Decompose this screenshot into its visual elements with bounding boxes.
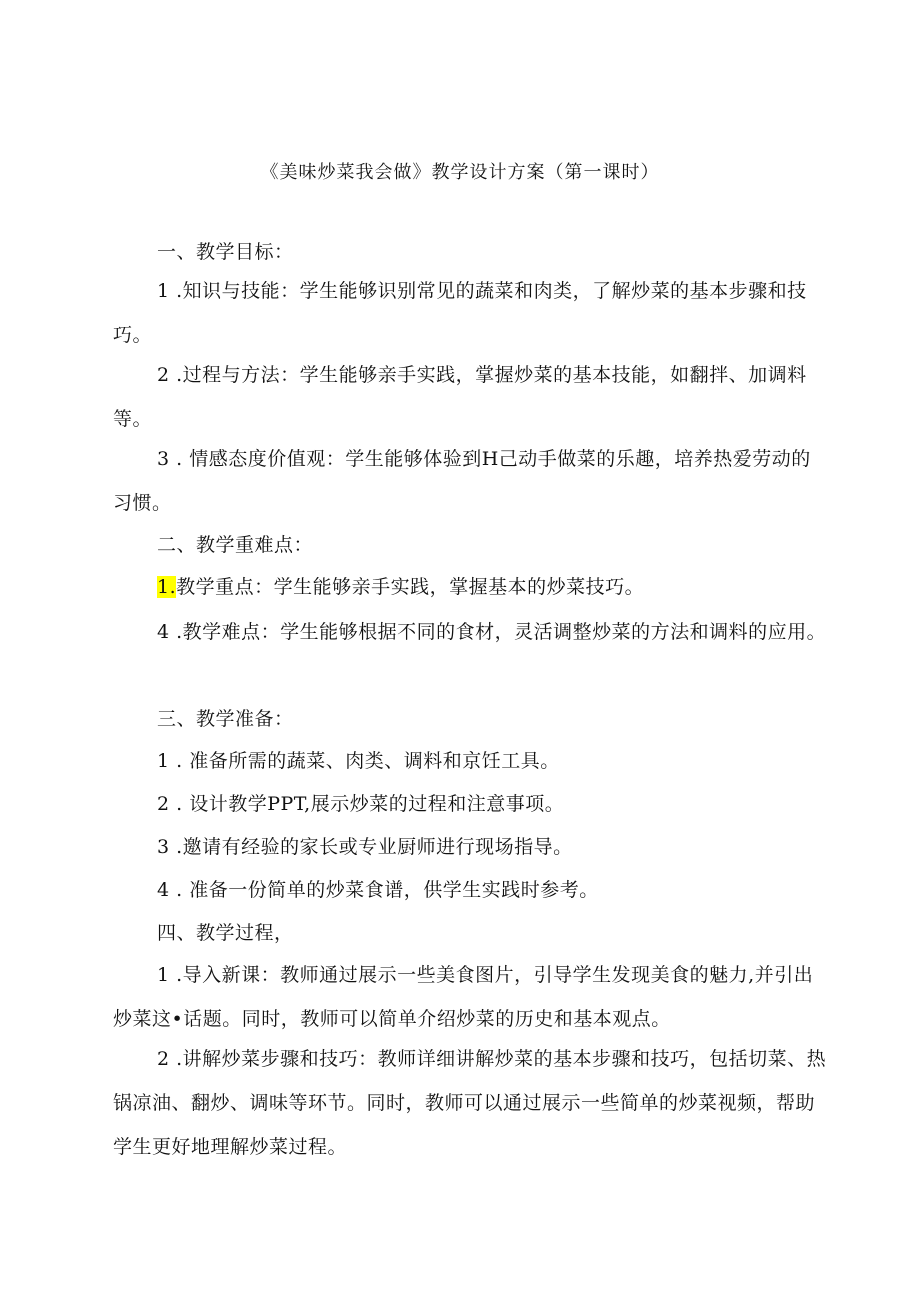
item-text: .讲解炒菜步骤和技巧：教师详细讲解炒菜的基本步骤和技巧，包括切菜、热锅凉油、翻炒、调味等环节。同时，教师可以通过展示一些简单的炒菜视频，帮助学生更好地理解炒菜过程。: [113, 1048, 827, 1158]
item-number: 2: [157, 1048, 170, 1070]
item-number: 3: [157, 448, 170, 470]
item-number: 3: [157, 836, 170, 858]
section-heading-keypoints: 二、教学重难点：: [157, 534, 314, 556]
item-text: .导入新课：教师通过展示一些美食图片，引导学生发现美食的魅力,并引出炒菜这•话题。同时，教师可以简单介绍炒菜的历史和基本观点。: [113, 964, 814, 1030]
goal-item-1: [113, 269, 828, 357]
keypoint-item-2: [113, 610, 828, 654]
section-heading-process: 四、教学过程，: [157, 922, 294, 944]
item-text: .过程与方法：学生能够亲手实践，掌握炒菜的基本技能，如翻拌、加调料等。: [113, 364, 807, 430]
document-title: 《美味炒菜我会做》教学设计方案（第一课时）: [260, 162, 660, 183]
goal-item-2: [113, 353, 828, 441]
section-heading-goals: 一、教学目标：: [157, 241, 294, 263]
section-heading-preparation: 三、教学准备：: [157, 708, 294, 730]
item-text: .邀请有经验的家长或专业厨师进行现场指导。: [176, 836, 573, 858]
item-text: . 准备一份简单的炒菜食谱，供学生实践时参考。: [176, 879, 599, 901]
prep-item-4: [113, 868, 828, 912]
process-item-2: [113, 1037, 828, 1169]
item-number: 4: [157, 879, 170, 901]
item-text: 教学重点：学生能够亲手实践，掌握基本的炒菜技巧。: [176, 576, 645, 598]
item-text: . 设计教学PPT,展示炒菜的过程和注意事项。: [176, 793, 565, 815]
prep-item-2: [113, 782, 828, 826]
item-text: . 情感态度价值观：学生能够体验到H己动手做菜的乐趣，培养热爱劳动的习惯。: [113, 448, 811, 514]
item-text: . 准备所需的蔬菜、肉类、调料和京饪工具。: [176, 750, 560, 772]
item-text: .知识与技能：学生能够识别常见的蔬菜和肉类，了解炒菜的基本步骤和技巧。: [113, 280, 807, 346]
goal-item-3: [113, 437, 828, 525]
item-number: 2: [157, 793, 170, 815]
process-item-1: [113, 953, 828, 1041]
prep-item-1: [113, 739, 828, 783]
item-text: .教学难点：学生能够根据不同的食材，灵活调整炒菜的方法和调料的应用。: [176, 621, 827, 643]
item-number: 1: [157, 280, 170, 302]
item-number: 4: [157, 621, 170, 643]
item-number: 1: [157, 964, 170, 986]
keypoint-item-1: [113, 565, 828, 609]
highlighted-item-number: 1.: [157, 576, 177, 598]
prep-item-3: [113, 825, 828, 869]
item-number: 2: [157, 364, 170, 386]
item-number: 1: [157, 750, 170, 772]
